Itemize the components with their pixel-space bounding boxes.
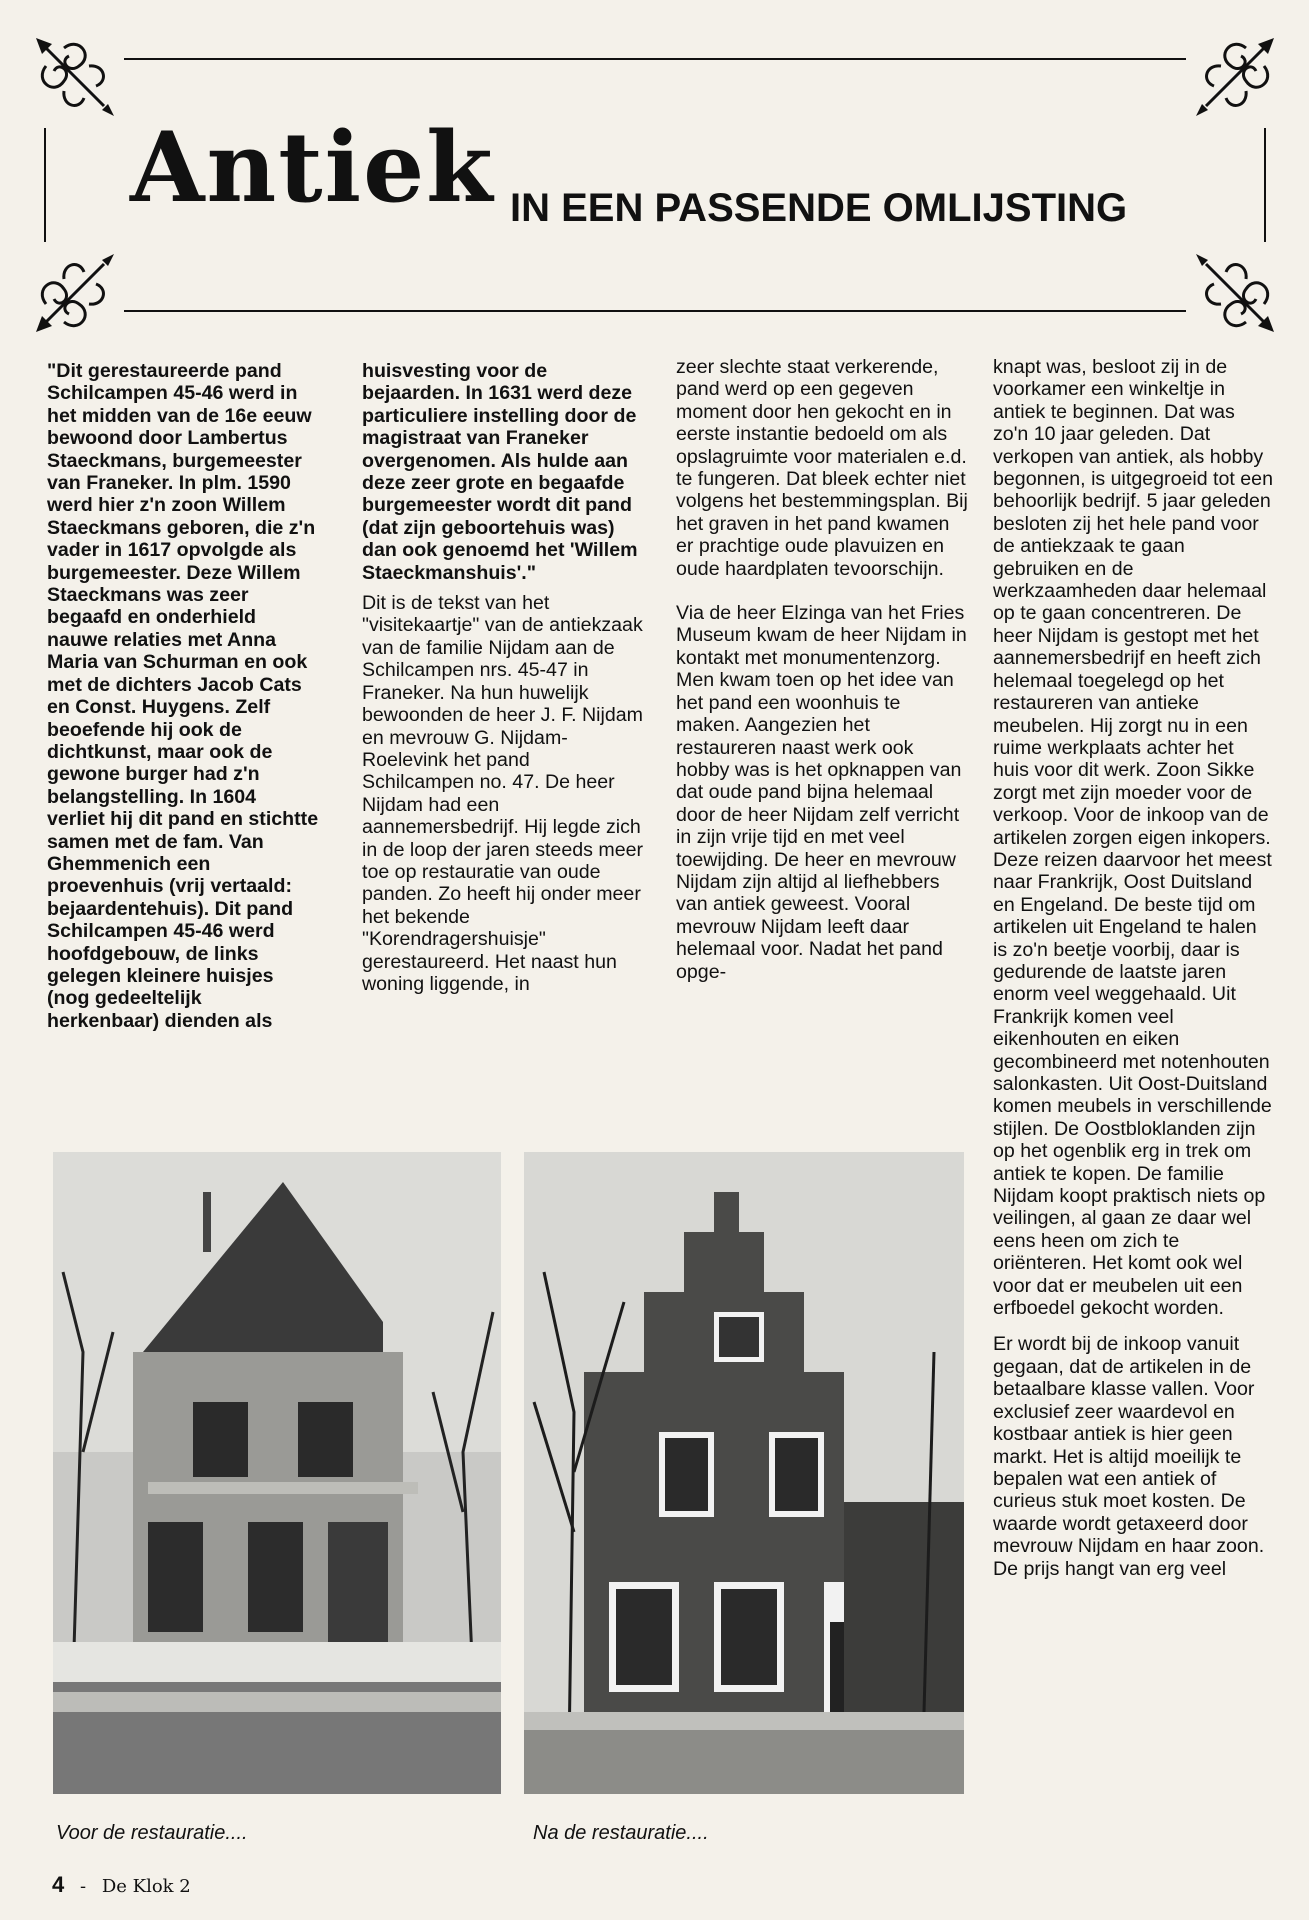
article-column-3 (676, 356, 968, 983)
article-column-2 (362, 360, 647, 995)
frame-left-line (44, 128, 46, 242)
publication-name: De Klok 2 (101, 1876, 191, 1897)
frame-bottom-line (124, 310, 1186, 312)
photo-before-restoration (53, 1152, 501, 1794)
photo-caption-after: Na de restauratie.... (533, 1822, 709, 1844)
ornament-scroll-icon (1186, 36, 1276, 126)
photo-caption-before: Voor de restauratie.... (56, 1822, 248, 1844)
paragraph: "Dit gerestaureerde pand Schilcampen 45-46 werd in het midden van de 16e eeuw bewoond door Lambertus Staeckmans, burgemeester van Franeker. In plm. 1590 werd hier z'n zoon Willem Staeckmans geboren, die z'n vader in 1617 opvolgde als burgemeester. Deze Willem Staeckmans was zeer begaafd en onderhield nauwe relaties met Anna Maria van Schurman en ook met de dichters Jacob Cats en Const. Huygens. Zelf beoefende hij ook de dichtkunst, maar ook de gewone burger had z'n belangstelling. In 1604 verliet hij dit pand en stichtte samen met de fam. Van Ghemmenich een proevenhuis (vrij vertaald: bejaardentehuis). Dit pand Schilcampen 45-46 werd hoofdgebouw, de links gelegen kleinere huisjes (nog gedeeltelijk herkenbaar) dienden als (47, 360, 319, 1032)
paragraph: zeer slechte staat verkerende, pand werd op een gegeven moment door hen gekocht en in eerste instantie bedoeld om als opslagruimte voor materialen e.d. te fungeren. Dat bleek echter niet volgens het bestemmingsplan. Bij het graven in het pand kwamen er prachtige oude plavuizen en oude haardplaten tevoorschijn. (676, 356, 968, 580)
paragraph: Dit is de tekst van het "visitekaartje" van de antiekzaak van de familie Nijdam aan de Schilcampen nrs. 45-47 in Franeker. Na hun huwelijk bewoonden de heer J. F. Nijdam en mevrouw G. Nijdam-Roelevink het pand Schilcampen no. 47. De heer Nijdam had een aannemersbedrijf. Hij legde zich in de loop der jaren steeds meer toe op restauratie van oude panden. Zo heeft hij onder meer het bekende "Korendragershuisje" gerestaureerd. Het naast hun woning liggende, in (362, 592, 644, 995)
footer-separator: - (79, 1876, 87, 1897)
paragraph: huisvesting voor de bejaarden. In 1631 werd deze particuliere instelling door de magistraat van Franeker overgenomen. Als hulde aan deze zeer grote en begaafde burgemeester wordt dit pand (dat zijn geboortehuis was) dan ook genoemd het 'Willem Staeckmanshuis'." (362, 360, 638, 584)
ornament-scroll-icon (34, 244, 124, 334)
page-footer (52, 1872, 191, 1898)
frame-top-line (124, 58, 1186, 60)
page-subtitle: IN EEN PASSENDE OMLIJSTING (510, 186, 1128, 230)
page-title: Antiek (130, 111, 495, 224)
article-column-1 (47, 360, 319, 1032)
paragraph: Er wordt bij de inkoop vanuit gegaan, dat de artikelen in de betaalbare klasse vallen. Voor exclusief zeer waardevol en kostbaar antiek is hier geen markt. Het is altijd moeilijk te bepalen wat een antiek of curieus stuk moet kosten. De waarde wordt getaxeerd door mevrouw Nijdam en haar zoon. De prijs hangt van erg veel (993, 1333, 1265, 1580)
frame-right-line (1264, 128, 1266, 242)
paragraph: knapt was, besloot zij in de voorkamer een winkeltje in antiek te beginnen. Dat was zo'n 10 jaar geleden. Dat verkopen van antiek, als hobby begonnen, is uitgegroeid tot een behoorlijk bedrijf. 5 jaar geleden besloten zij het hele pand voor de antiekzaak te gaan gebruiken en de werkzaamheden daar helemaal op te gaan concentreren. De heer Nijdam is gestopt met het aannemersbedrijf en heeft zich helemaal toegelegd op het restaureren van antieke meubelen. Hij zorgt nu in een ruime werkplaats achter het huis voor dit werk. Zoon Sikke zorgt met zijn moeder voor de verkoop. Voor de inkoop van de artikelen zorgen eigen inkopers. Deze reizen daarvoor het meest naar Frankrijk, Oost Duitsland en Engeland. De beste tijd om artikelen uit Engeland te halen is zo'n beetje voorbij, daar is gedurende de laatste jaren enorm veel weggehaald. Uit Frankrijk komen veel eikenhouten en eiken gecombineerd met notenhouten salonkasten. Uit Oost-Duitsland komen meubels in verschillende stijlen. De Oostbloklanden zijn op het ogenblik erg in trek om antiek te kopen. De familie Nijdam koopt praktisch niets op veilingen, al gaan ze daar wel eens heen om zich te oriënteren. Het komt ook wel voor dat er meubelen uit een erfboedel gekocht worden. (993, 356, 1273, 1320)
photo-after-restoration (524, 1152, 964, 1794)
ornament-scroll-icon (34, 36, 124, 126)
article-column-4 (993, 356, 1273, 1580)
paragraph: Via de heer Elzinga van het Fries Museum kwam de heer Nijdam in kontakt met monumentenzorg. Men kwam toen op het idee van het pand een woonhuis te maken. Aangezien het restaureren naast werk ook hobby was is het opknappen van dat oude pand bijna helemaal door de heer Nijdam zelf verricht in zijn vrije tijd en met veel toewijding. De heer en mevrouw Nijdam zijn altijd al liefhebbers van antiek geweest. Vooral mevrouw Nijdam leeft daar helemaal voor. Nadat het pand opge- (676, 602, 967, 983)
page-number: 4 (52, 1872, 65, 1897)
ornament-scroll-icon (1186, 244, 1276, 334)
